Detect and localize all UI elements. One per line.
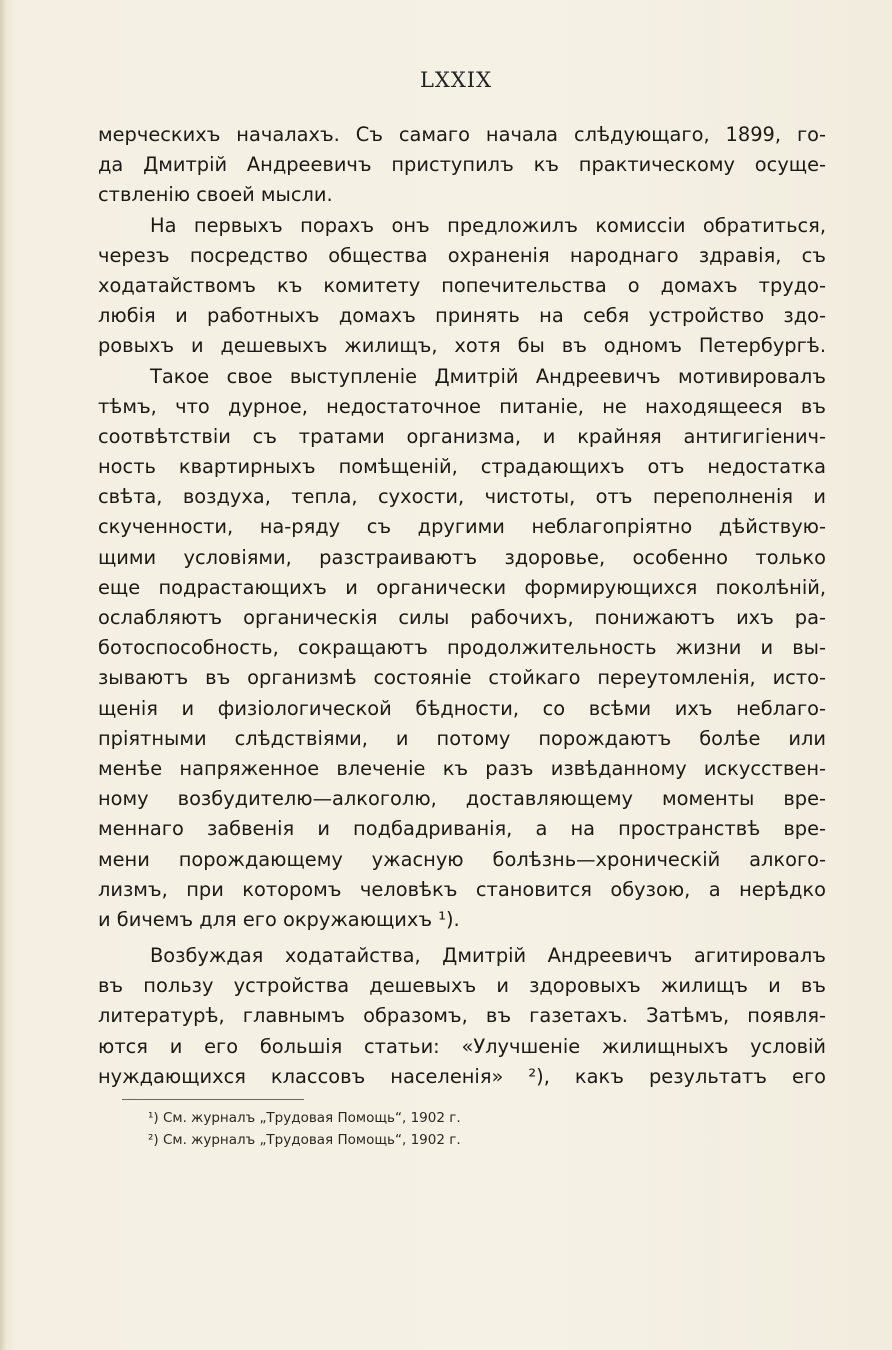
page-number: LXXIX (419, 68, 493, 92)
text-line: менѣе напряженное влеченіе къ разъ извѣданному искусствен- (98, 756, 826, 780)
text-line: тѣмъ, что дурное, недостаточное питаніе, не находящееся въ (98, 394, 826, 418)
text-line: мерческихъ началахъ. Съ самаго начала слѣдующаго, 1899, го- (98, 123, 826, 146)
text-line: въ пользу устройства дешевыхъ и здоровыхъ жилищъ и въ (98, 974, 826, 998)
text-line: еще подрастающихъ и органически формирующихся поколѣній, (98, 575, 826, 599)
text-line: ходатайствомъ къ комитету попечительства о домахъ трудо- (98, 273, 826, 297)
footnote-divider (122, 1099, 304, 1100)
text-line: щими условіями, разстраиваютъ здоровье, особенно только (98, 545, 826, 569)
text-line: ствленію своей мысли. (98, 183, 333, 207)
text-line: Возбуждая ходатайства, Дмитрій Андреевичъ агитировалъ (150, 944, 826, 968)
text-line: скученности, на-ряду съ другими неблагопріятно дѣйствую- (98, 515, 826, 539)
page-edge-shadow (0, 0, 6, 1350)
text-line: литературѣ, главнымъ образомъ, въ газетахъ. Затѣмъ, появля- (98, 1004, 826, 1028)
text-line: ются и его большія статьи: «Улучшеніе жилищныхъ условій (98, 1034, 826, 1058)
footnote-1: ¹) См. журналъ „Трудовая Помощь“, 1902 г. (148, 1110, 461, 1126)
text-line: соотвѣтствіи съ тратами организма, и крайняя антигигіенич- (98, 424, 826, 448)
text-line: ровыхъ и дешевыхъ жилищъ, хотя бы въ одномъ Петербургѣ. (98, 334, 826, 358)
text-line: Такое свое выступленіе Дмитрій Андреевичъ мотивировалъ (150, 364, 826, 388)
text-line: меннаго забвенія и подбадриванія, а на пространствѣ вре- (98, 817, 826, 841)
body-text (98, 120, 826, 1092)
text-line: нуждающихся классовъ населенія» ²), какъ результатъ его (98, 1064, 826, 1088)
text-line: зываютъ въ организмѣ состояніе стойкаго переутомленія, исто- (98, 666, 826, 690)
text-line: ослабляютъ органическія силы рабочихъ, понижаютъ ихъ ра- (98, 606, 826, 629)
text-line: лизмъ, при которомъ человѣкъ становится обузою, а нерѣдко (98, 877, 826, 901)
text-line: ность квартирныхъ помѣщеній, страдающихъ отъ недостатка (98, 455, 826, 479)
text-line: черезъ посредство общества охраненія народнаго здравія, съ (98, 243, 826, 267)
text-line: ботоспособность, сокращаютъ продолжительность жизни и вы- (98, 636, 826, 660)
text-line: щенія и физіологической бѣдности, со всѣми ихъ неблаго- (98, 696, 826, 720)
text-line: любія и работныхъ домахъ принять на себя устройство здо- (98, 304, 826, 328)
text-line: мени порождающему ужасную болѣзнь—хроническій алкого- (98, 847, 826, 871)
text-line: ному возбудителю—алкоголю, доставляющему моменты вре- (98, 787, 826, 811)
footnotes (148, 1107, 461, 1151)
text-line: и бичемъ для его окружающихъ ¹). (98, 907, 460, 931)
footnote-2: ²) См. журналъ „Трудовая Помощь“, 1902 г. (148, 1132, 461, 1148)
text-line: свѣта, воздуха, тепла, сухости, чистоты, отъ переполненія и (98, 485, 826, 509)
text-line: На первыхъ порахъ онъ предложилъ комиссіи обратиться, (150, 213, 826, 237)
text-line: да Дмитрій Андреевичъ приступилъ къ практическому осуще- (98, 153, 826, 177)
text-line: пріятными слѣдствіями, и потому порождаютъ болѣе или (98, 726, 826, 750)
